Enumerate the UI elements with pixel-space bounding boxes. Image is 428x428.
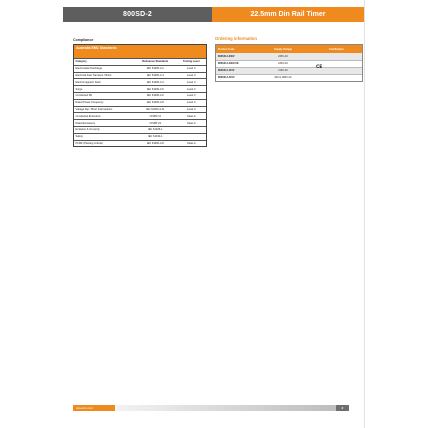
reference-cell: CISPR 22	[149, 121, 162, 125]
category-cell: Rated Power Frequency	[75, 101, 104, 105]
ordering-table	[215, 44, 363, 82]
col-category: Category	[75, 60, 87, 64]
table-row	[74, 106, 206, 113]
ce-mark-icon: CE	[316, 65, 323, 70]
level-cell: Level 3	[187, 73, 196, 77]
table-row	[74, 99, 206, 106]
table-row	[74, 72, 206, 79]
table-row	[74, 78, 206, 85]
category-cell: Electrostatic Discharge	[75, 67, 103, 71]
level-cell: Level 3	[187, 107, 196, 111]
product-code-cell: 800SD-2-230V-CE	[218, 62, 239, 66]
compliance-table	[73, 44, 207, 147]
level-cell: Level 3	[187, 94, 196, 98]
product-code-cell: 800SD-2-110V	[218, 69, 235, 73]
category-cell: Surge	[75, 87, 83, 91]
col-testing-level: Testing Level	[183, 60, 200, 64]
reference-cell: IEC 61000-4-5	[146, 87, 164, 91]
ordering-header-row	[216, 45, 362, 53]
table-row	[74, 85, 206, 92]
supply-voltage-cell: 230V AC	[278, 54, 289, 58]
reference-cell: IEC 61000-4-2	[146, 67, 164, 71]
category-cell: Conducted RF	[75, 94, 93, 98]
category-cell: Electrical Fast Transient / Burst	[75, 73, 112, 77]
category-cell: PFMF (Passing criteria)	[75, 141, 103, 145]
level-cell: Class A	[186, 114, 196, 118]
category-cell: Safety	[75, 135, 83, 139]
compliance-header-row	[74, 58, 206, 65]
table-row	[216, 67, 362, 74]
supply-voltage-cell: 110V AC	[278, 69, 288, 73]
col-supply-voltage: Supply Voltage	[274, 47, 293, 51]
ordering-title: Ordering information	[215, 36, 257, 41]
level-cell: Level 3	[187, 67, 196, 71]
reference-cell: IEC 61000-4-8	[146, 101, 164, 105]
model-header: 800SD-2	[63, 7, 212, 22]
table-row	[216, 53, 362, 60]
supply-voltage-cell: 230V AC	[278, 62, 289, 66]
level-cell: Class A	[186, 141, 196, 145]
table-row	[74, 65, 206, 72]
reference-cell: IEC 61000-4-3	[146, 80, 164, 84]
footer-website[interactable]: www.ebm.com	[73, 405, 115, 411]
footer-bar	[115, 405, 336, 411]
page-edge-rule	[364, 0, 365, 428]
reference-cell: IEC 61000-4-11	[146, 107, 165, 111]
col-product-code: Product Code	[218, 47, 235, 51]
col-reference: Reference Standards	[142, 60, 169, 64]
table-row	[74, 119, 206, 126]
table-row	[74, 112, 206, 119]
reference-cell: IEC 61010-1	[147, 135, 163, 139]
compliance-banner: Australia EMC Standards	[74, 45, 206, 58]
category-cell: Conducted Emissions	[75, 114, 101, 118]
product-header: 22.5mm Din Rail Timer	[212, 7, 364, 22]
supply-voltage-cell: 200 to 480V AC	[274, 76, 292, 80]
level-cell: Level 3	[187, 87, 196, 91]
compliance-title: Compliance	[73, 38, 94, 42]
category-cell: Voltage Dip / Short Interruptions	[75, 107, 113, 111]
level-cell: Class A	[186, 121, 196, 125]
table-row	[216, 74, 362, 81]
col-certification: Certification	[329, 47, 344, 51]
product-code-cell: 800SD-2-415V	[218, 76, 235, 80]
level-cell: Level 3	[187, 80, 196, 84]
reference-cell: CISPR 11	[149, 114, 161, 118]
category-cell: Emission & Immunity	[75, 128, 100, 132]
product-code-cell: 800SD-2-230V	[218, 54, 235, 58]
table-row	[74, 133, 206, 140]
page-number: 2	[336, 405, 349, 411]
table-row	[216, 60, 362, 67]
category-cell: Rated Emissions	[75, 121, 95, 125]
reference-cell: IEC 61000-4-6	[146, 94, 164, 98]
category-cell: Electromagnetic Field	[75, 80, 101, 84]
reference-cell: IEC 61000-4-8	[146, 141, 164, 145]
table-row	[74, 92, 206, 99]
reference-cell: IEC 61000-4-4	[146, 73, 164, 77]
table-row	[74, 140, 206, 147]
level-cell: Level 4	[187, 101, 196, 105]
reference-cell: IEC 61326-1	[147, 128, 163, 132]
table-row	[74, 126, 206, 133]
